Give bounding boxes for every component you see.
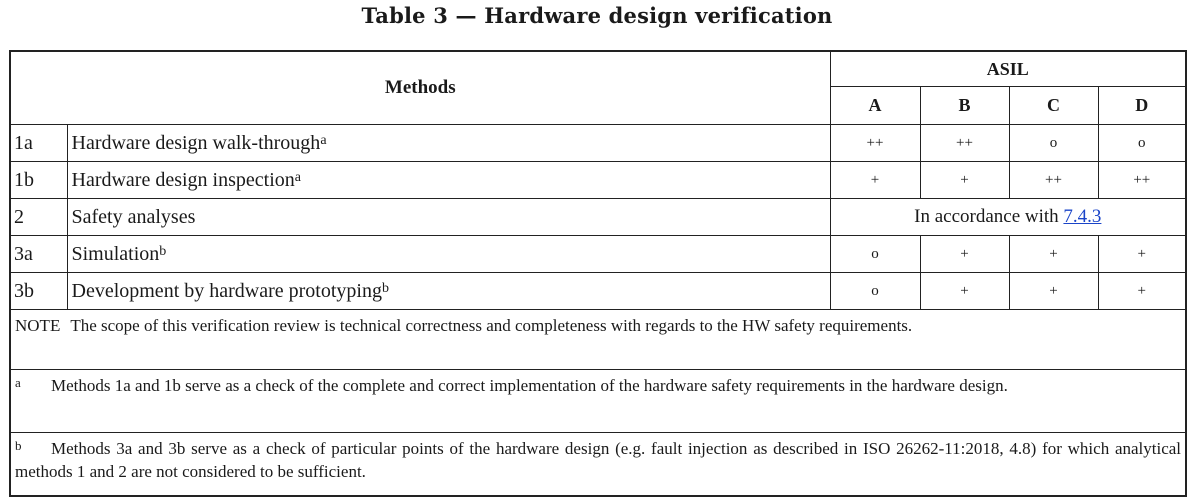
asil-a-value: o (830, 273, 920, 310)
method-name-text: Safety analyses (71, 205, 196, 228)
methods-header: Methods (10, 51, 830, 125)
table-row (10, 236, 1186, 273)
method-name-text: Development by hardware prototyping (71, 279, 382, 302)
asil-header: ASIL (830, 51, 1186, 87)
method-id: 1b (10, 162, 67, 199)
table-row (10, 199, 1186, 236)
asil-level-a-header: A (830, 87, 920, 125)
clause-reference-link[interactable]: 7.4.3 (1063, 206, 1102, 227)
asil-c-value: o (1009, 125, 1098, 162)
hardware-verification-table (9, 50, 1187, 497)
asil-a-value: + (830, 162, 920, 199)
footnote-row (10, 370, 1186, 433)
asil-level-c-header: C (1009, 87, 1098, 125)
table-row (10, 125, 1186, 162)
asil-d-value: o (1098, 125, 1186, 162)
footnote-a: a Methods 1a and 1b serve as a check of the complete and correct implementation of the hardware safety requirements in the hardware design. (10, 370, 1186, 433)
method-id: 3a (10, 236, 67, 273)
table-title: Table 3 — Hardware design verification (361, 3, 833, 28)
asil-c-value: + (1009, 273, 1098, 310)
method-name-text: Simulation (71, 242, 160, 265)
note-text: The scope of this verification review is technical correctness and completeness with regards to the HW safety requirements. (70, 316, 913, 335)
method-id: 1a (10, 125, 67, 162)
footnote-text: Methods 1a and 1b serve as a check of the complete and correct implementation of the hardware safety requirements in the hardware design. (51, 376, 1008, 395)
footnote-text: Methods 3a and 3b serve as a check of particular points of the hardware design (e.g. fault injection as described in ISO 26262-11:2018, 4.8) for which analytical methods 1 and 2 are not considered to be sufficient. (15, 439, 1182, 481)
asil-b-value: + (920, 162, 1009, 199)
asil-d-value: + (1098, 273, 1186, 310)
method-name-text: Hardware design walk-through (71, 131, 321, 154)
asil-b-value: + (920, 236, 1009, 273)
method-name (67, 162, 830, 199)
asil-b-value: ++ (920, 125, 1009, 162)
method-id: 3b (10, 273, 67, 310)
accordance-text: In accordance with (914, 206, 1059, 227)
asil-c-value: + (1009, 236, 1098, 273)
footnote-ref: b (381, 280, 389, 296)
asil-d-value: ++ (1098, 162, 1186, 199)
footnote-ref: b (159, 243, 167, 259)
asil-d-value: + (1098, 236, 1186, 273)
asil-level-d-header: D (1098, 87, 1186, 125)
asil-a-value: o (830, 236, 920, 273)
asil-b-value: + (920, 273, 1009, 310)
method-name-text: Hardware design inspection (71, 168, 295, 191)
method-name (67, 125, 830, 162)
table-row (10, 162, 1186, 199)
footnote-row (10, 433, 1186, 497)
asil-a-value: ++ (830, 125, 920, 162)
method-name (67, 199, 830, 236)
method-id: 2 (10, 199, 67, 236)
note-row (10, 310, 1186, 370)
asil-level-b-header: B (920, 87, 1009, 125)
asil-c-value: ++ (1009, 162, 1098, 199)
note-label: NOTE (15, 316, 61, 335)
method-name (67, 236, 830, 273)
note (10, 310, 1186, 370)
method-name (67, 273, 830, 310)
footnote-b: b Methods 3a and 3b serve as a check of particular points of the hardware design (e.g. fault injection as described in ISO 26262-11:2018, 4.8) for which analytical methods 1 and 2 are not considered to be sufficient. (10, 433, 1186, 497)
table-row (10, 273, 1186, 310)
footnote-ref: a (294, 169, 301, 185)
asil-all-levels-value (830, 199, 1186, 236)
footnote-ref: a (320, 132, 327, 148)
